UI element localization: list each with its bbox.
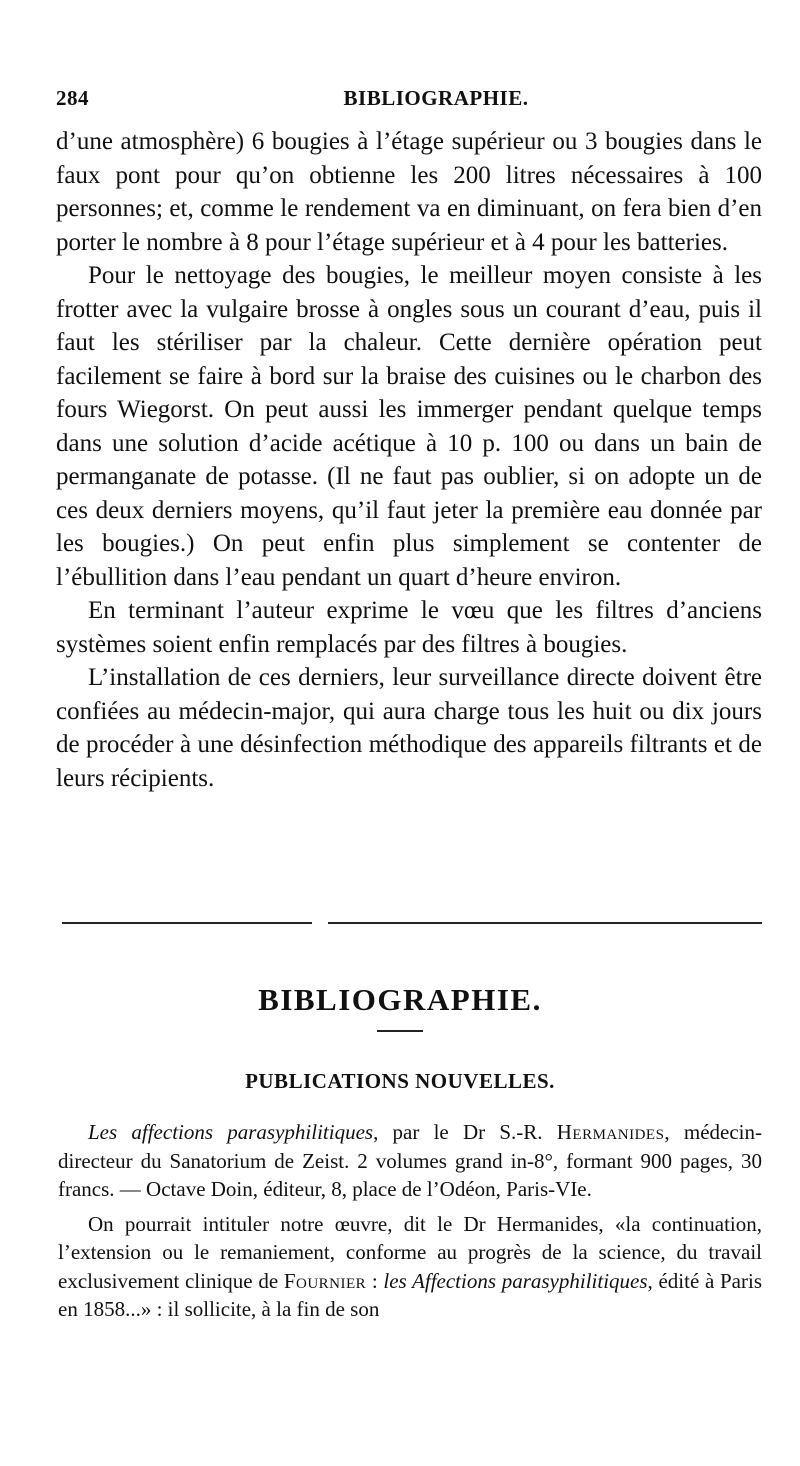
review-paragraph bbox=[58, 1210, 762, 1324]
review-start: On pourrait intituler notre œuvre, dit le Dr Hermanides, «la continuation, l’extension ou le remaniement, conforme au progrès de la science, du travail exclusivement clinique de bbox=[58, 1211, 762, 1293]
article-body bbox=[56, 125, 762, 795]
paragraph-1: d’une atmosphère) 6 bougies à l’étage supérieur ou 3 bougies dans le faux pont pour qu’on obtienne les 200 litres nécessaires à 100 personnes; et, comme le rendement va en diminuant, on fera bien d’en porter le nombre à 8 pour l’étage supérieur et à 4 pour les batteries. bbox=[56, 128, 762, 256]
entry-details: , médecin-directeur du Sanatorium de Zeist. 2 volumes grand in-8°, formant 900 pages, 30 francs. — Octave Doin, éditeur, 8, place de l’Odéon, Paris-VIe. bbox=[58, 1120, 763, 1201]
book-title: Les affections parasyphilitiques bbox=[88, 1120, 374, 1144]
running-title: BIBLIOGRAPHIE. bbox=[343, 86, 529, 110]
bibliography-section bbox=[58, 1118, 762, 1324]
book-author: Hermanides bbox=[556, 1120, 665, 1144]
running-header bbox=[56, 86, 756, 116]
section-title: BIBLIOGRAPHIE. bbox=[258, 982, 542, 1017]
bibliography-entry bbox=[58, 1118, 762, 1204]
review-colon: : bbox=[366, 1268, 384, 1293]
paragraph-4: L’installation de ces derniers, leur surveillance directe doivent être confiées au médecin-major, qui aura charge tous les huit ou dix jours de procéder à une désinfection méthodique des appareils filtrants et de leurs récipients. bbox=[56, 664, 762, 792]
title-underline bbox=[377, 1030, 423, 1032]
paragraph-3: En terminant l’auteur exprime le vœu que les filtres d’anciens systèmes soient enfin remplacés par des filtres à bougies. bbox=[56, 597, 762, 658]
cited-author: Fournier bbox=[283, 1268, 367, 1293]
paragraph-2: Pour le nettoyage des bougies, le meilleur moyen consiste à les frotter avec la vulgaire brosse à ongles sous un courant d’eau, puis il faut les stériliser par la chaleur. Cette dernière opération peut facilement se faire à bord sur la braise des cuisines ou le charbon des fours Wiegorst. On peut aussi les immerger pendant quelque temps dans une solution d’acide acétique à 10 p. 100 ou dans un bain de permanganate de potasse. (Il ne faut pas oublier, si on adopte un de ces deux derniers moyens, qu’il faut jeter la première eau donnée par les bougies.) On peut enfin plus simplement se contenter de l’ébullition dans l’eau pendant un quart d’heure environ. bbox=[56, 262, 762, 591]
section-subtitle: PUBLICATIONS NOUVELLES. bbox=[245, 1069, 555, 1093]
section-divider bbox=[62, 922, 762, 924]
page-number: 284 bbox=[56, 86, 89, 110]
entry-by: , par le Dr S.-R. bbox=[373, 1120, 557, 1144]
cited-work: les Affections parasyphilitiques bbox=[383, 1268, 648, 1293]
review-end: , édité à Paris en 1858...» : il sollicite, à la fin de son bbox=[58, 1268, 762, 1321]
divider-gap bbox=[312, 918, 328, 926]
